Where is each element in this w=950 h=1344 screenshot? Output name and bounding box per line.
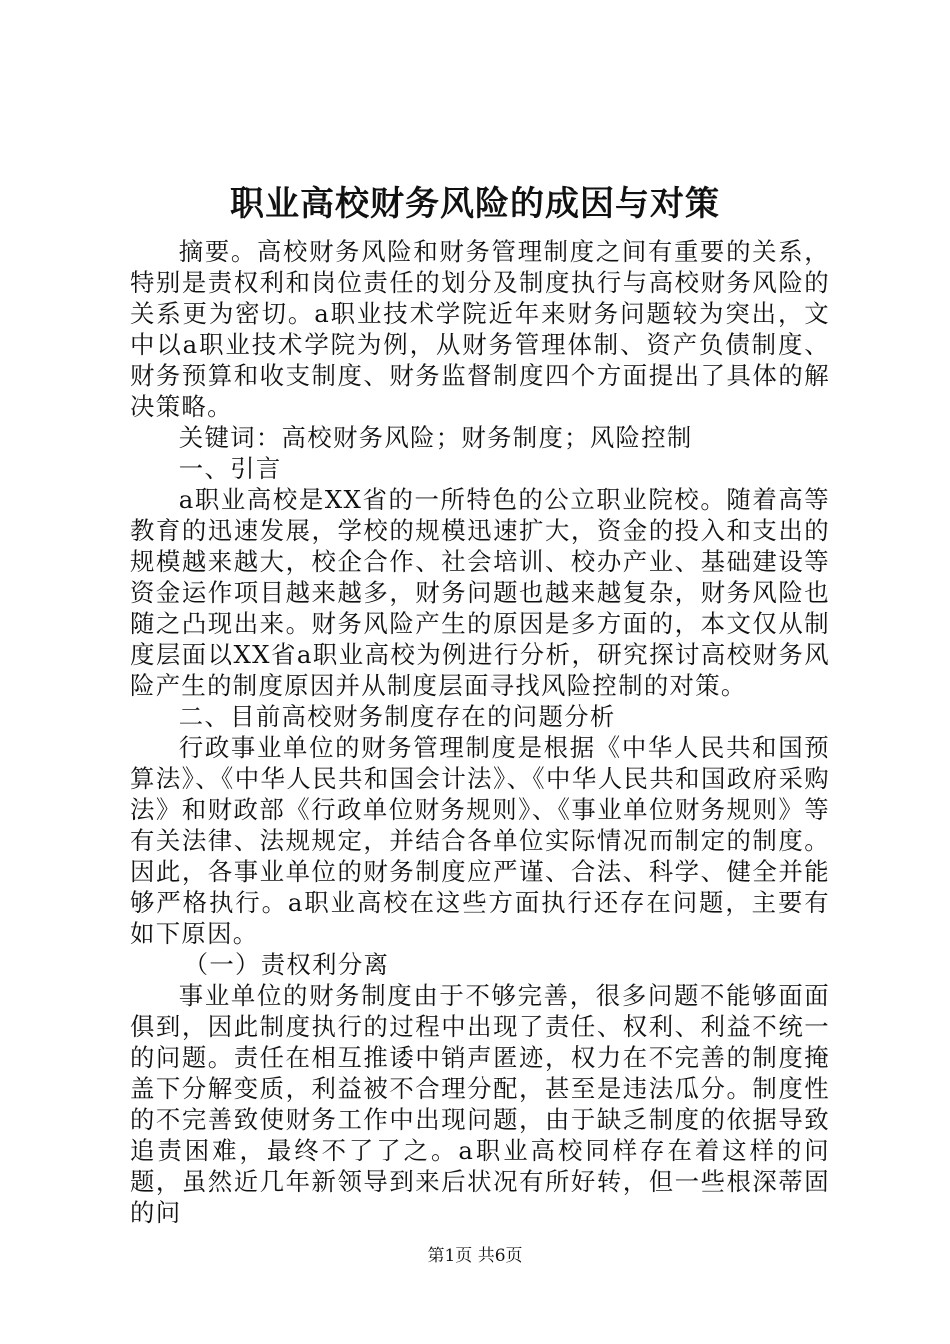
responsibility-paragraph: 事业单位的财务制度由于不够完善，很多问题不能够面面俱到，因此制度执行的过程中出现了责任、权利、利益不统一的问题。责任在相互推诿中销声匿迹，权力在不完善的制度掩盖下分解变质，利益被不合理分配，甚至是违法瓜分。制度性的不完善致使财务工作中出现问题，由于缺乏制度的依据导致追责困难，最终不了了之。a职业高校同样存在着这样的问题，虽然近几年新领导到来后状况有所好转，但一些根深蒂固的问 — [130, 981, 830, 1227]
regulation-paragraph: 行政事业单位的财务管理制度是根据《中华人民共和国预算法》、《中华人民共和国会计法》、《中华人民共和国政府采购法》和财政部《行政单位财务规则》、《事业单位财务规则》等有关法律、法规规定，并结合各单位实际情况而制定的制度。因此，各事业单位的财务制度应严谨、合法、科学、健全并能够严格执行。a职业高校在这些方面执行还存在问题，主要有如下原因。 — [130, 733, 830, 948]
section-heading-introduction: 一、引言 — [178, 454, 282, 483]
document-title: 职业高校财务风险的成因与对策 — [230, 184, 720, 224]
introduction-paragraph: a职业高校是XX省的一所特色的公立职业院校。随着高等教育的迅速发展，学校的规模迅速扩大，资金的投入和支出的规模越来越大，校企合作、社会培训、校办产业、基础建设等资金运作项目越来越多，财务问题也越来越复杂，财务风险也随之凸现出来。财务风险产生的原因是多方面的，本文仅从制度层面以XX省a职业高校为例进行分析，研究探讨高校财务风险产生的制度原因并从制度层面寻找风险控制的对策。 — [130, 485, 830, 700]
keywords-line: 关键词：高校财务风险；财务制度；风险控制 — [178, 423, 693, 452]
document-body — [130, 236, 830, 1228]
section-heading-problem-analysis: 二、目前高校财务制度存在的问题分析 — [178, 702, 616, 731]
page-footer: 第1页 共6页 — [427, 1246, 523, 1266]
subsection-heading: （一）责权利分离 — [183, 950, 390, 979]
abstract-paragraph: 摘要。高校财务风险和财务管理制度之间有重要的关系，特别是责权利和岗位责任的划分及制度执行与高校财务风险的关系更为密切。a职业技术学院近年来财务问题较为突出，文中以a职业技术学院为例，从财务管理体制、资产负债制度、财务预算和收支制度、财务监督制度四个方面提出了具体的解决策略。 — [130, 237, 830, 421]
